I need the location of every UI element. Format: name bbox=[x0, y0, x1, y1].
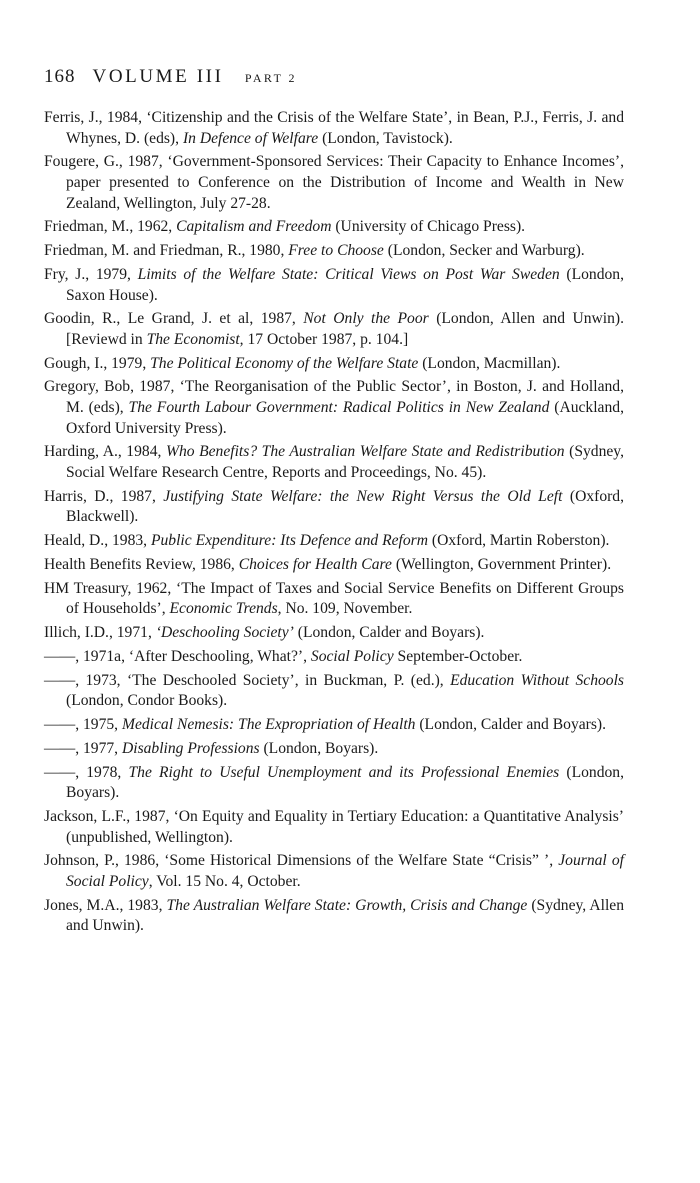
reference-text: (London, Boyars). bbox=[66, 763, 624, 802]
reference-title: The Australian Welfare State: Growth, Crisis and Change bbox=[166, 896, 528, 914]
reference-text: (Oxford, Martin Roberston). bbox=[427, 532, 610, 550]
reference-entry bbox=[44, 265, 624, 306]
reference-text: ——, 1978, bbox=[44, 763, 129, 781]
reference-entry bbox=[44, 487, 624, 528]
reference-title: Not Only the Poor bbox=[303, 310, 429, 328]
reference-entry bbox=[44, 763, 624, 804]
reference-entry bbox=[44, 241, 624, 262]
reference-entry bbox=[44, 152, 624, 214]
page-number: 168 bbox=[44, 66, 76, 87]
reference-text: , No. 109, November. bbox=[277, 600, 413, 618]
reference-entry bbox=[44, 647, 624, 668]
reference-entry bbox=[44, 579, 624, 620]
reference-text: Jones, M.A., 1983, bbox=[44, 896, 167, 914]
reference-text: ——, 1977, bbox=[44, 739, 122, 757]
reference-text: Jackson, L.F., 1987, ‘On Equity and Equality in Tertiary Education: a Quantitative Analysis’ (unpublished, Wellington). bbox=[44, 807, 624, 846]
reference-text: ——, 1973, ‘The Deschooled Society’, in Buckman, P. (ed.), bbox=[44, 671, 451, 689]
reference-text: September-October. bbox=[393, 647, 523, 665]
reference-title: In Defence of Welfare bbox=[182, 129, 319, 147]
reference-entry bbox=[44, 896, 624, 937]
reference-entry bbox=[44, 309, 624, 350]
reference-entry bbox=[44, 671, 624, 712]
reference-title: Education Without Schools bbox=[450, 671, 624, 689]
reference-entry bbox=[44, 623, 624, 644]
reference-entry bbox=[44, 108, 624, 149]
reference-text: (London, Calder and Boyars). bbox=[415, 716, 607, 734]
reference-text: (University of Chicago Press). bbox=[331, 218, 526, 236]
reference-text: Illich, I.D., 1971, bbox=[44, 624, 156, 642]
reference-text: (London, Secker and Warburg). bbox=[383, 242, 585, 260]
reference-text: (Wellington, Government Printer). bbox=[391, 555, 612, 573]
reference-entry bbox=[44, 531, 624, 552]
reference-text: Harding, A., 1984, bbox=[44, 443, 166, 461]
reference-text: ——, 1971a, ‘After Deschooling, What?’, bbox=[44, 647, 311, 665]
reference-text: HM Treasury, 1962, ‘The Impact of Taxes and Social Service Benefits on Different Groups of Households’, bbox=[44, 579, 624, 618]
reference-text: (London, Allen and Unwin). [Reviewd in bbox=[66, 310, 624, 348]
reference-text: Harris, D., 1987, bbox=[44, 487, 164, 505]
reference-entry bbox=[44, 217, 624, 238]
reference-title: Public Expenditure: Its Defence and Reform bbox=[150, 532, 428, 550]
reference-text: Health Benefits Review, 1986, bbox=[44, 555, 239, 573]
reference-text: (Sydney, Social Welfare Research Centre, Reports and Proceedings, No. 45). bbox=[66, 443, 624, 481]
reference-title: Capitalism and Freedom bbox=[176, 218, 332, 236]
reference-text: Fry, J., 1979, bbox=[44, 265, 138, 283]
reference-entry bbox=[44, 354, 624, 375]
reference-title: The Fourth Labour Government: Radical Politics in New Zealand bbox=[128, 399, 550, 417]
reference-title: Disabling Professions bbox=[121, 739, 260, 757]
reference-title: Choices for Health Care bbox=[238, 555, 392, 573]
reference-title: The Right to Useful Unemployment and its Professional Enemies bbox=[128, 763, 560, 781]
reference-title: ‘Deschooling Society’ bbox=[155, 624, 294, 642]
reference-text: (London, Condor Books). bbox=[66, 692, 228, 710]
reference-text: (London, Saxon House). bbox=[66, 265, 625, 304]
volume-label: VOLUME III bbox=[92, 66, 224, 87]
reference-text: 17 October 1987, p. 104.] bbox=[243, 330, 409, 348]
reference-entry bbox=[44, 851, 624, 892]
reference-title: Who Benefits? The Australian Welfare State and Redistribution bbox=[165, 443, 565, 461]
reference-text: (Oxford, Blackwell). bbox=[66, 487, 625, 526]
reference-text: (London, Tavistock). bbox=[318, 129, 453, 147]
reference-title: Journal of Social Policy bbox=[66, 852, 624, 890]
reference-title: The Political Economy of the Welfare State bbox=[150, 354, 419, 372]
reference-entry bbox=[44, 715, 624, 736]
reference-title: Justifying State Welfare: the New Right Versus the Old Left bbox=[163, 487, 563, 505]
reference-entry bbox=[44, 442, 624, 483]
reference-title: The Economist, bbox=[146, 330, 244, 348]
reference-text: Fougere, G., 1987, ‘Government-Sponsored Services: Their Capacity to Enhance Incomes’, paper presented to Conference on the Distribution of Income and Wealth in New Zealand, Wellington, July 27-28. bbox=[44, 153, 624, 212]
reference-text: Heald, D., 1983, bbox=[44, 532, 151, 550]
reference-text: ——, 1975, bbox=[44, 716, 122, 734]
reference-title: Social Policy bbox=[310, 647, 394, 665]
part-label: PART 2 bbox=[244, 71, 297, 85]
reference-text: Gregory, Bob, 1987, ‘The Reorganisation of the Public Sector’, in Boston, J. and Holland, M. (eds), bbox=[44, 378, 624, 417]
reference-text: (London, Calder and Boyars). bbox=[293, 624, 485, 642]
reference-text: (London, Boyars). bbox=[259, 739, 379, 757]
reference-text: , Vol. 15 No. 4, October. bbox=[148, 872, 301, 890]
reference-text: (Auckland, Oxford University Press). bbox=[66, 399, 624, 437]
reference-title: Medical Nemesis: The Expropriation of Health bbox=[121, 716, 416, 734]
reference-text: Friedman, M., 1962, bbox=[44, 218, 177, 236]
reference-entry bbox=[44, 377, 624, 439]
reference-entry bbox=[44, 807, 624, 848]
book-page bbox=[44, 66, 624, 940]
reference-title: Economic Trends bbox=[169, 600, 278, 618]
reference-list bbox=[44, 108, 624, 937]
reference-text: Gough, I., 1979, bbox=[44, 354, 151, 372]
reference-entry bbox=[44, 555, 624, 576]
reference-text: (London, Macmillan). bbox=[418, 354, 561, 372]
reference-title: Limits of the Welfare State: Critical Views on Post War Sweden bbox=[137, 265, 560, 283]
running-head bbox=[44, 66, 624, 88]
reference-title: Free to Choose bbox=[288, 242, 384, 260]
reference-text: Johnson, P., 1986, ‘Some Historical Dimensions of the Welfare State “Crisis” ’, bbox=[44, 852, 559, 870]
reference-text: Friedman, M. and Friedman, R., 1980, bbox=[44, 242, 289, 260]
reference-text: (Sydney, Allen and Unwin). bbox=[66, 896, 624, 935]
reference-text: Ferris, J., 1984, ‘Citizenship and the Crisis of the Welfare State’, in Bean, P.J., Ferris, J. and Whynes, D. (eds), bbox=[44, 109, 624, 147]
reference-entry bbox=[44, 739, 624, 760]
reference-text: Goodin, R., Le Grand, J. et al, 1987, bbox=[44, 310, 304, 328]
